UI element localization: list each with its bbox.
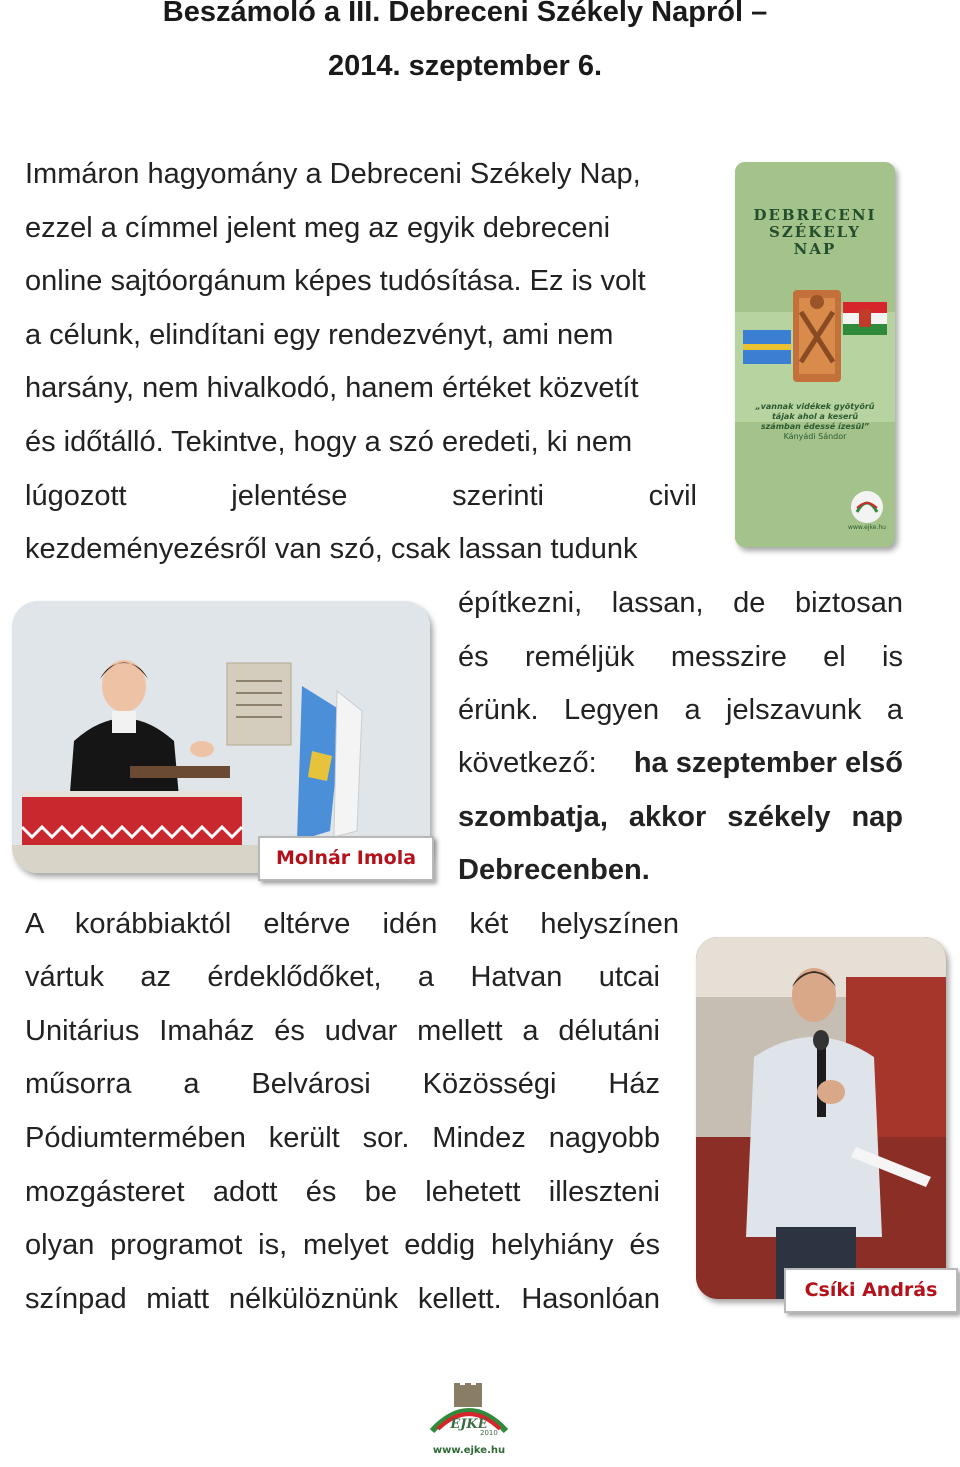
poster-title-line: NAP (793, 240, 837, 258)
text-line: vártuk az érdeklődőket, a Hatvan utcai (25, 961, 660, 993)
text-line: mozgásteret adott és be lehetett illeszteni (25, 1176, 660, 1208)
text-line: Immáron hagyomány a Debreceni Székely Nap, (25, 158, 641, 190)
footer-logo-text: EJKE (450, 1417, 488, 1432)
text-line: és reméljük messzire el is (458, 641, 903, 673)
text-line: olyan programot is, melyet eddig helyhiány és (25, 1229, 660, 1261)
text-line: színpad miatt nélkülöznünk kellett. Hasonlóan (25, 1283, 660, 1315)
motto-prefix: következő: (458, 747, 597, 779)
photo-molnar-imola (12, 601, 430, 873)
ejke-logo-icon (426, 1383, 512, 1443)
photo-csiki-andras (696, 937, 946, 1299)
photo-caption-molnar-imola: Molnár Imola (258, 836, 434, 881)
motto-text: szombatja, akkor székely nap (458, 801, 903, 833)
photo-molnar-imola-graphic (12, 601, 430, 873)
poster-title (735, 207, 895, 258)
poster-quote-line: „vannak vidékek gyötyörű (755, 402, 875, 411)
poster-quote-line: számban édessé ízesül” (760, 422, 870, 431)
text-line: lúgozott jelentése szerinti civil (25, 480, 697, 512)
text-line: érünk. Legyen a jelszavunk a (458, 694, 903, 726)
photo-csiki-andras-graphic (696, 937, 946, 1299)
photo-caption-csiki-andras: Csíki András (784, 1268, 958, 1313)
poster-quote (735, 402, 895, 442)
poster-title-line: SZÉKELY (769, 223, 861, 241)
footer-url: www.ejke.hu (432, 1445, 506, 1456)
text-line: a célunk, elindítani egy rendezvényt, ami nem (25, 319, 614, 351)
text-line: műsorra a Belvárosi Közösségi Ház (25, 1068, 660, 1100)
poster-quote-author: Kányádi Sándor (783, 432, 847, 441)
poster-quote-line: tájak ahol a keserű (771, 412, 859, 421)
text-line: Pódiumtermében került sor. Mindez nagyobb (25, 1122, 660, 1154)
text-line: építkezni, lassan, de biztosan (458, 587, 903, 619)
text-line: A korábbiaktól eltérve idén két helyszínen (25, 908, 679, 940)
text-line: harsány, nem hivalkodó, hanem értéket közvetít (25, 372, 639, 404)
poster-url: www.ejke.hu (848, 524, 886, 531)
motto-text: Debrecenben. (458, 854, 650, 886)
text-line: Unitárius Imaház és udvar mellett a délutáni (25, 1015, 660, 1047)
text-line: kezdeményezésről van szó, csak lassan tudunk (25, 533, 638, 565)
poster-title-line: DEBRECENI (753, 206, 877, 224)
text-line: ezzel a címmel jelent meg az egyik debreceni (25, 212, 611, 244)
motto-line (458, 746, 903, 780)
motto-text: ha szeptember első (633, 747, 903, 779)
footer-logo-year: 2010 (480, 1429, 498, 1437)
event-poster-image (735, 162, 895, 547)
page-title: Beszámoló a III. Debreceni Székely Napról – (162, 0, 768, 28)
page-subtitle-date: 2014. szeptember 6. (327, 50, 603, 82)
footer-logo (426, 1383, 512, 1461)
text-line: online sajtóorgánum képes tudósítása. Ez is volt (25, 265, 646, 297)
text-line: és időtálló. Tekintve, hogy a szó eredeti, ki nem (25, 426, 633, 458)
